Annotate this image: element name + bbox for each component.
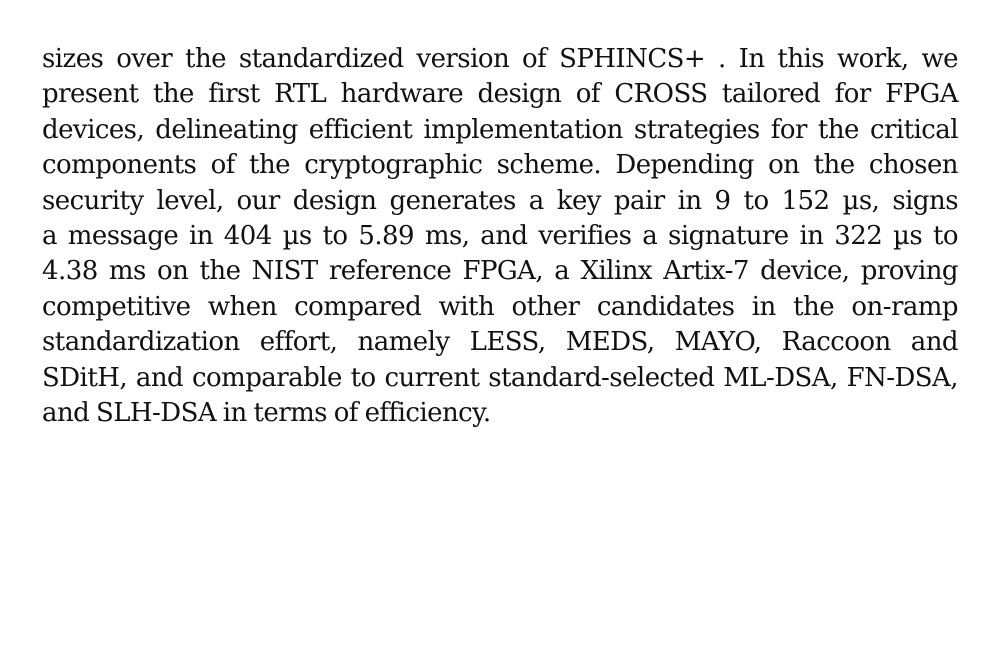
text-line-2: present the first RTL hardware design of CROSS tailored for FPGA [42, 79, 958, 110]
abstract-paragraph [42, 42, 958, 431]
text-line-3: devices, delineating efficient implementation strategies for the critical [42, 114, 958, 145]
text-line-5: security level, our design generates a key pair in 9 to 152 µs, signs [42, 185, 958, 216]
text-line-6: a message in 404 µs to 5.89 ms, and verifies a signature in 322 µs to [42, 220, 958, 251]
text-line-11: and SLH-DSA in terms of efficiency. [42, 397, 491, 428]
text-line-1: sizes over the standardized version of SPHINCS+ . In this work, we [42, 44, 958, 74]
text-line-7: 4.38 ms on the NIST reference FPGA, a Xilinx Artix-7 device, proving [42, 256, 958, 287]
text-line-9: standardization effort, namely LESS, MEDS, MAYO, Raccoon and [42, 327, 958, 358]
text-line-8: competitive when compared with other candidates in the on-ramp [42, 291, 958, 322]
text-line-10: SDitH, and comparable to current standard-selected ML-DSA, FN-DSA, [42, 362, 958, 393]
text-line-4: components of the cryptographic scheme. Depending on the chosen [42, 150, 958, 181]
